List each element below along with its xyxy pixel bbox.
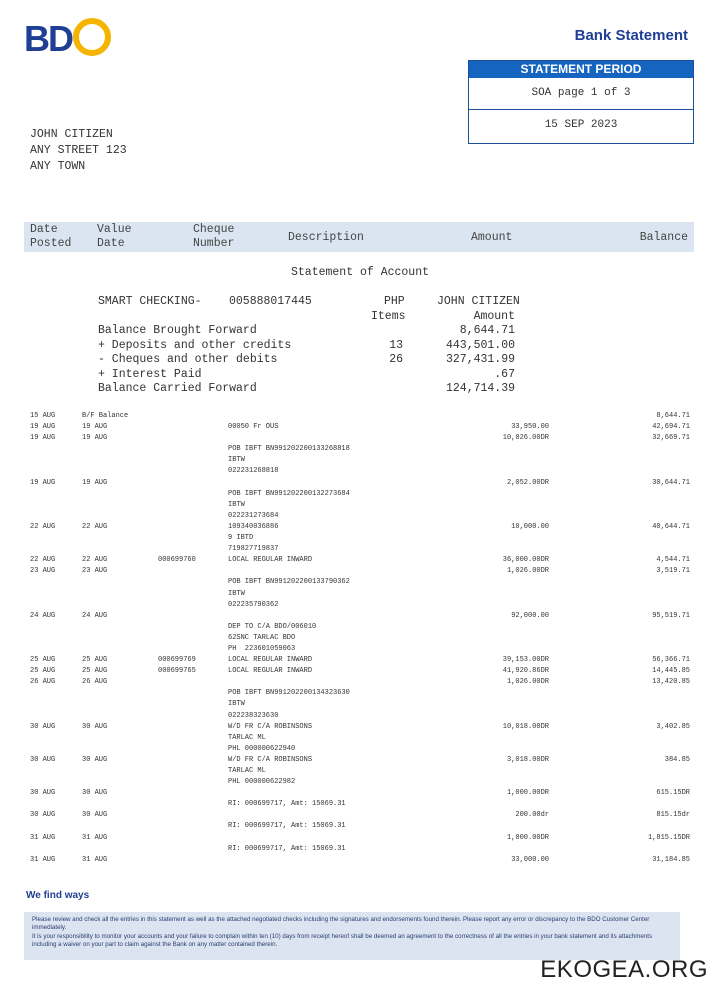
value-date: 26 AUG [82,678,108,687]
value-date: 22 AUG [82,522,108,531]
description: 109340036886 [228,522,279,531]
cheque-number: 000699765 [158,667,196,676]
balance: 32,669.71 [652,434,690,443]
description: LOCAL REGULAR INWARD [228,556,313,565]
value-date: 30 AUG [82,755,108,764]
amount: 39,153.00DR [502,656,549,665]
description: TARLAC ML [228,767,266,775]
transaction-detail-row [30,799,690,810]
col-cheque-number [193,223,234,251]
description: 022238323630 [228,711,279,720]
balance: 30,644.71 [652,478,690,487]
description: DEP TO C/A BDO/006010 [228,622,317,631]
value-date: B/F Balance [82,412,129,420]
summary-amount: .67 [494,367,515,381]
description: 022235790362 [228,600,279,609]
value-date: 22 AUG [82,556,108,565]
notice-text: Please review and check all the entries in this statement as well as the attached negotiated checks including the signatures and endorsements found therein. Please report any error or discrepancy to the BDO Customer Center immediately. [32,916,650,932]
account-holder: JOHN CITIZEN [437,295,520,308]
summary-label: + Deposits and other credits [98,338,292,352]
customer-address [30,127,127,175]
transaction-row [30,722,690,733]
transaction-detail-row [30,589,690,600]
date-posted: 19 AUG [30,434,56,443]
cheque-number: 000699760 [158,556,196,565]
transaction-detail-row [30,699,690,710]
document-title: Bank Statement [574,27,688,44]
description: POB IBFT BN991202200134323630 [228,689,350,698]
transaction-row [30,677,690,688]
col-cheque-number-line: Number [193,237,235,250]
amount: 10,026.00DR [502,434,549,443]
transaction-row [30,855,690,866]
col-value-date-line: Date [97,237,125,250]
watermark: EKOGEA.ORG [540,956,708,983]
description: 00050 Fr OUS [228,423,279,432]
transaction-detail-row [30,744,690,755]
transaction-detail-row [30,533,690,544]
description: TARLAC ML [228,733,266,742]
date-posted: 25 AUG [30,667,56,676]
transaction-detail-row [30,844,690,855]
summary-amount: 327,431.99 [445,353,515,366]
date-posted: 22 AUG [30,556,56,565]
col-date-posted [30,223,71,251]
account-number: 005888017445 [229,295,312,308]
bdo-logo: BD [24,18,111,60]
amount-label: Amount [473,309,515,323]
address-line: ANY TOWN [30,160,86,173]
transaction-detail-row [30,777,690,788]
summary-label: - Cheques and other debits [98,353,278,366]
summary-items: 26 [389,353,403,366]
description: POB IBFT BN991202200133790362 [228,578,350,587]
description: 022231268818 [228,467,279,476]
transaction-row [30,755,690,766]
col-cheque-number-line: Cheque [193,223,235,236]
description: RI: 000699717, Amt: 15069.31 [228,822,346,831]
transaction-row [30,666,690,677]
date-posted: 25 AUG [30,656,56,665]
col-date-posted-line: Posted [30,237,72,250]
transaction-row [30,522,690,533]
table-header [24,222,694,252]
transaction-detail-row [30,644,690,655]
description: W/D FR C/A ROBINSONS [228,755,313,764]
balance: 56,366.71 [652,656,690,665]
balance: 615.15DR [656,789,690,798]
balance: 815.15dr [656,811,690,820]
summary-label: Balance Brought Forward [98,324,257,337]
value-date: 23 AUG [82,567,108,576]
balance: 4,544.71 [656,556,690,565]
account-type: SMART CHECKING- [98,295,202,308]
col-value-date [97,223,132,251]
date-posted: 31 AUG [30,833,56,842]
value-date: 25 AUG [82,656,108,665]
transaction-detail-row [30,466,690,477]
transaction-detail-row [30,489,690,500]
balance: 8,644.71 [656,412,690,420]
transaction-detail-row [30,733,690,744]
transaction-row [30,810,690,821]
description: PHL 000000622940 [228,744,296,753]
value-date: 19 AUG [82,423,108,432]
description: PHL 000000622982 [228,778,296,787]
transaction-detail-row [30,688,690,699]
summary-label: + Interest Paid [98,367,202,381]
balance: 13,420.85 [652,678,690,687]
amount: 92,000.00 [511,611,549,620]
transaction-detail-row [30,821,690,832]
amount: 10,000.00 [511,522,549,531]
date-posted: 24 AUG [30,611,56,620]
soa-title: Statement of Account [290,266,430,279]
amount: 200.00dr [515,811,549,820]
description: IBTW [228,456,245,465]
value-date: 19 AUG [82,434,108,443]
transaction-detail-row [30,711,690,722]
statement-period-label: STATEMENT PERIOD [469,61,693,78]
amount: 3,018.00DR [506,755,549,764]
description: IBTW [228,700,245,709]
col-value-date-line: Value [97,223,132,236]
date-posted: 22 AUG [30,522,56,531]
amount: 41,920.86DR [502,667,549,676]
description: POB IBFT BN991202200133268818 [228,445,350,454]
transaction-row [30,422,690,433]
statement-date: 15 SEP 2023 [544,119,618,131]
value-date: 30 AUG [82,722,108,731]
balance: 95,519.71 [652,611,690,620]
date-posted: 30 AUG [30,811,56,820]
page-indicator: SOA page 1 of 3 [469,78,693,110]
transaction-detail-row [30,633,690,644]
balance: 384.85 [664,755,690,764]
description: 9 IBTD [228,534,254,543]
transaction-detail-row [30,622,690,633]
cheque-number: 000699769 [158,656,196,665]
description: LOCAL REGULAR INWARD [228,667,313,676]
address-line: ANY STREET 123 [30,144,127,157]
value-date: 31 AUG [82,833,108,842]
transaction-row [30,611,690,622]
summary-items: 13 [389,338,403,352]
transaction-row [30,433,690,444]
amount: 2,052.00DR [506,478,549,487]
summary-amount: 443,501.00 [445,338,515,352]
value-date: 24 AUG [82,611,108,620]
value-date: 31 AUG [82,855,108,864]
amount: 10,018.00DR [502,722,549,731]
address-line: JOHN CITIZEN [30,128,113,141]
description: POB IBFT BN991202200132273684 [228,489,350,498]
description: 022231273684 [228,511,279,520]
transactions-list [30,411,690,866]
date-posted: 30 AUG [30,789,56,798]
transaction-detail-row [30,500,690,511]
balance: 40,644.71 [652,522,690,531]
description: W/D FR C/A ROBINSONS [228,722,313,731]
description: 62SNC TARLAC BDO [228,633,296,642]
transaction-detail-row [30,766,690,777]
description: IBTW [228,589,245,598]
amount: 1,026.00DR [506,678,549,687]
transaction-detail-row [30,444,690,455]
col-date-posted-line: Date [30,223,58,236]
date-posted: 31 AUG [30,855,56,864]
items-label: Items [371,309,406,323]
amount: 33,950.00 [511,423,549,432]
balance: 31,184.85 [652,855,690,864]
date-posted: 30 AUG [30,722,56,731]
account-summary [0,295,720,405]
balance: 14,445.85 [652,667,690,676]
description: IBTW [228,500,245,509]
date-posted: 30 AUG [30,755,56,764]
transaction-detail-row [30,544,690,555]
date-posted: 19 AUG [30,478,56,487]
date-posted: 19 AUG [30,423,56,432]
col-balance: Balance [639,231,688,244]
date-posted: 26 AUG [30,678,56,687]
date-posted: 15 AUG [30,412,56,420]
amount: 1,026.00DR [506,567,549,576]
value-date: 30 AUG [82,789,108,798]
transaction-detail-row [30,577,690,588]
value-date: 25 AUG [82,667,108,676]
amount: 36,000.00DR [502,556,549,565]
col-description: Description [288,231,364,244]
col-amount: Amount [471,231,513,244]
slogan: We find ways [26,890,90,901]
transaction-row [30,555,690,566]
amount: 33,000.00 [511,855,549,864]
description: RI: 000699717, Amt: 15069.31 [228,800,346,809]
value-date: 19 AUG [82,478,108,487]
balance: 3,402.85 [656,722,690,731]
statement-period-box [468,60,694,144]
description: 719827719837 [228,545,279,554]
description: RI: 000699717, Amt: 15069.31 [228,844,346,853]
summary-label: Balance Carried Forward [98,382,257,395]
transaction-row [30,478,690,489]
summary-amount: 124,714.39 [445,382,515,395]
transaction-detail-row [30,455,690,466]
amount: 1,000.00DR [506,833,549,842]
amount: 1,000.00DR [506,789,549,798]
balance: 42,694.71 [652,423,690,432]
description: PH 223601059063 [228,644,296,653]
transaction-row [30,833,690,844]
notice-text: It is your responsibility to monitor your accounts and your failure to complain within ten (10) days from receipt hereof shall be deemed an agreement to the correctness of all the entries in your bank statement and its attachments including a waiver on your part to claim against the Bank on any matter contained therein. [32,932,653,948]
transaction-detail-row [30,511,690,522]
balance: 1,815.15DR [647,833,690,842]
currency: PHP [384,295,405,308]
date-posted: 23 AUG [30,567,56,576]
value-date: 30 AUG [82,811,108,820]
transaction-row [30,788,690,799]
description: LOCAL REGULAR INWARD [228,656,313,665]
balance: 3,519.71 [656,567,690,576]
summary-amount: 8,644.71 [459,324,515,337]
transaction-row [30,566,690,577]
transaction-row [30,411,690,422]
transaction-row [30,655,690,666]
notice-box [24,912,680,960]
transaction-detail-row [30,600,690,611]
